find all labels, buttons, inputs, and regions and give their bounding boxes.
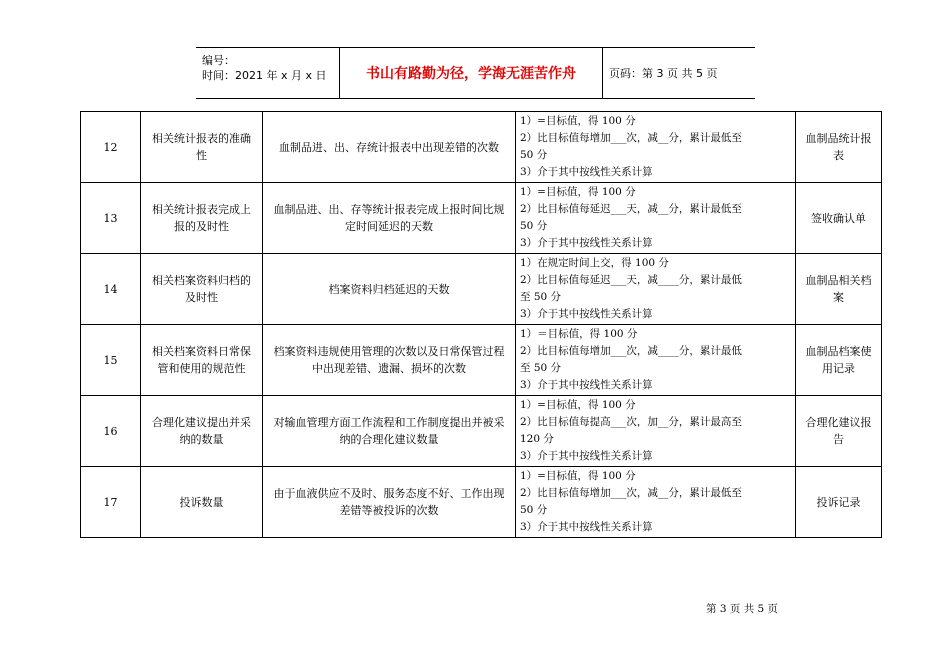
scoring-rule-line: 50 分	[520, 220, 548, 232]
scoring-rule-line: 2）比目标值每延迟___天，减____分，累计最低	[520, 274, 742, 286]
table-row	[81, 183, 882, 254]
row-number: 15	[81, 325, 141, 396]
indicator-definition: 档案资料归档延迟的天数	[263, 254, 516, 325]
table-row	[81, 254, 882, 325]
indicator-definition: 对输血管理方面工作流程和工作制度提出并被采纳的合理化建议数量	[263, 396, 516, 467]
indicator-name: 相关统计报表完成上报的及时性	[141, 183, 263, 254]
scoring-rules	[516, 396, 796, 467]
indicator-name: 相关档案资料日常保管和使用的规范性	[141, 325, 263, 396]
indicator-definition: 档案资料违规使用管理的次数以及日常保管过程中出现差错、遗漏、损坏的次数	[263, 325, 516, 396]
page-header	[196, 47, 755, 99]
page-footer: 第 3 页 共 5 页	[706, 603, 779, 615]
scoring-rule-line: 2）比目标值每延迟___天，减__分，累计最低至	[520, 203, 742, 215]
row-number: 12	[81, 112, 141, 183]
row-number: 16	[81, 396, 141, 467]
kpi-table	[80, 111, 882, 538]
scoring-rules	[516, 112, 796, 183]
table-row	[81, 112, 882, 183]
scoring-rule-line: 1）=目标值，得 100 分	[520, 115, 636, 127]
header-motto: 书山有路勤为径，学海无涯苦作舟	[340, 48, 603, 98]
scoring-rule-line: 2）比目标值每增加___次，减__分，累计最低至	[520, 132, 742, 144]
scoring-rule-line: 3）介于其中按线性关系计算	[520, 237, 653, 249]
scoring-rule-line: 2）比目标值每增加___次，减____分，累计最低	[520, 345, 742, 357]
data-source: 合理化建议报告	[796, 396, 882, 467]
data-source: 血制品相关档案	[796, 254, 882, 325]
indicator-name: 合理化建议提出并采纳的数量	[141, 396, 263, 467]
indicator-definition: 由于血液供应不及时、服务态度不好、工作出现差错等被投诉的次数	[263, 467, 516, 538]
row-number: 17	[81, 467, 141, 538]
table-row	[81, 467, 882, 538]
scoring-rule-line: 50 分	[520, 149, 548, 161]
scoring-rule-line: 1）＝目标值，得 100 分	[520, 328, 638, 340]
indicator-name: 相关档案资料归档的及时性	[141, 254, 263, 325]
indicator-definition: 血制品进、出、存等统计报表完成上报时间比规定时间延迟的天数	[263, 183, 516, 254]
indicator-name: 投诉数量	[141, 467, 263, 538]
code-label: 编号：	[202, 54, 235, 67]
data-source: 签收确认单	[796, 183, 882, 254]
data-source: 投诉记录	[796, 467, 882, 538]
scoring-rules	[516, 183, 796, 254]
header-page-label: 页码：第 3 页 共 5 页	[609, 67, 718, 80]
scoring-rule-line: 至 50 分	[520, 291, 562, 303]
data-source: 血制品档案使用记录	[796, 325, 882, 396]
table-row	[81, 396, 882, 467]
time-label: 时间：2021 年 x 月 x 日	[202, 69, 327, 82]
scoring-rule-line: 120 分	[520, 433, 554, 445]
scoring-rule-line: 3）介于其中按线性关系计算	[520, 166, 653, 178]
scoring-rule-line: 3）介于其中按线性关系计算	[520, 450, 653, 462]
scoring-rule-line: 3）介于其中按线性关系计算	[520, 521, 653, 533]
scoring-rules	[516, 467, 796, 538]
scoring-rule-line: 1）=目标值，得 100 分	[520, 186, 636, 198]
scoring-rule-line: 3）介于其中按线性关系计算	[520, 379, 653, 391]
scoring-rule-line: 1）=目标值，得 100 分	[520, 470, 636, 482]
row-number: 13	[81, 183, 141, 254]
scoring-rule-line: 3）介于其中按线性关系计算	[520, 308, 653, 320]
scoring-rules	[516, 325, 796, 396]
indicator-name: 相关统计报表的准确性	[141, 112, 263, 183]
data-source: 血制品统计报表	[796, 112, 882, 183]
scoring-rule-line: 2）比目标值每增加___次，减__分，累计最低至	[520, 487, 742, 499]
scoring-rule-line: 1）=目标值，得 100 分	[520, 399, 636, 411]
table-row	[81, 325, 882, 396]
indicator-definition: 血制品进、出、存统计报表中出现差错的次数	[263, 112, 516, 183]
row-number: 14	[81, 254, 141, 325]
scoring-rule-line: 至 50 分	[520, 362, 562, 374]
scoring-rule-line: 50 分	[520, 504, 548, 516]
scoring-rule-line: 1）在规定时间上交，得 100 分	[520, 257, 669, 269]
header-meta	[196, 48, 340, 98]
scoring-rules	[516, 254, 796, 325]
scoring-rule-line: 2）比目标值每提高___次，加__分，累计最高至	[520, 416, 742, 428]
